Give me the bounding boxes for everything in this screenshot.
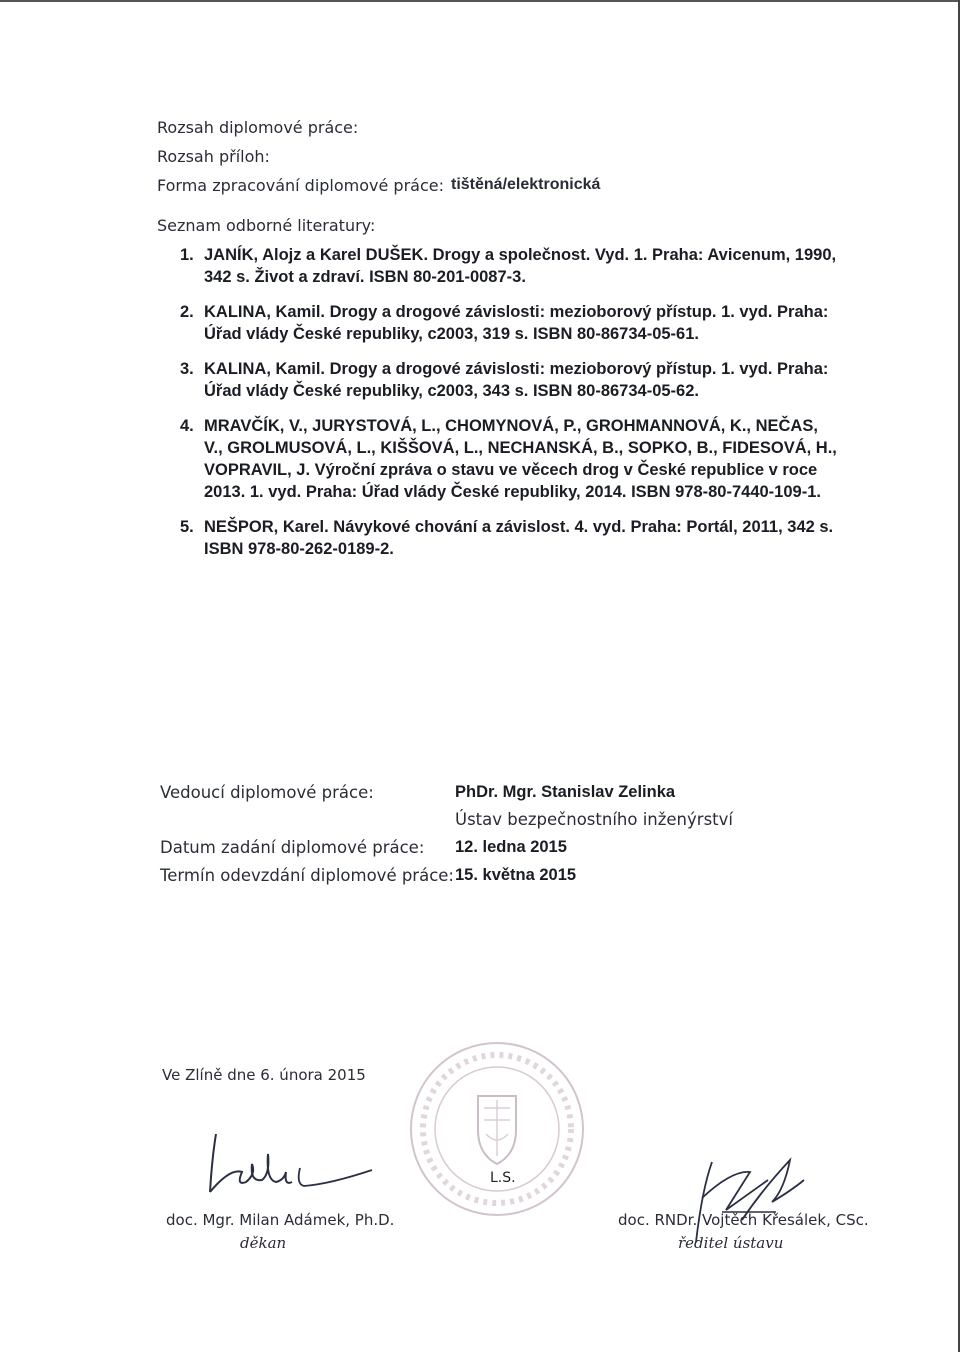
forma-label: Forma zpracování diplomové práce: (157, 176, 444, 195)
signatory-right-name: doc. RNDr. Vojtěch Křesálek, CSc. (618, 1211, 869, 1229)
reference-item (180, 301, 840, 345)
forma-value: tištěná/elektronická (451, 176, 601, 193)
reference-number: 2. (180, 303, 194, 321)
zadani-label: Datum zadání diplomové práce: (160, 838, 425, 857)
place-date: Ve Zlíně dne 6. února 2015 (162, 1066, 366, 1084)
odevzdani-value: 15. května 2015 (455, 866, 577, 884)
zadani-value: 12. ledna 2015 (455, 838, 567, 856)
vedouci-ustav: Ústav bezpečnostního inženýrství (455, 810, 733, 829)
reference-number: 4. (180, 417, 194, 435)
rozsah-priloh-label: Rozsah příloh: (157, 147, 270, 166)
reference-text: NEŠPOR, Karel. Návykové chování a závislost. 4. vyd. Praha: Portál, 2011, 342 s. ISBN 978-80-262-0189-2. (204, 518, 834, 558)
reference-number: 1. (180, 246, 194, 264)
references-list (180, 244, 840, 573)
signatory-left-role: děkan (240, 1234, 287, 1252)
reference-item (180, 244, 840, 288)
vedouci-label: Vedoucí diplomové práce: (160, 783, 374, 802)
official-stamp-icon (406, 1038, 588, 1220)
reference-text: KALINA, Kamil. Drogy a drogové závislosti: mezioborový přístup. 1. vyd. Praha: Úřad vlády České republiky, c2003, 343 s. ISBN 80-86734-05-62. (204, 360, 829, 400)
references-heading: Seznam odborné literatury: (157, 216, 376, 235)
rozsah-prace-label: Rozsah diplomové práce: (157, 118, 359, 137)
reference-number: 5. (180, 518, 194, 536)
reference-number: 3. (180, 360, 194, 378)
page-top-edge (0, 0, 960, 2)
reference-text: KALINA, Kamil. Drogy a drogové závislosti: mezioborový přístup. 1. vyd. Praha: Úřad vlády České republiky, c2003, 319 s. ISBN 80-86734-05-61. (204, 303, 829, 343)
signatory-right-role: ředitel ústavu (678, 1234, 784, 1252)
reference-text: JANÍK, Alojz a Karel DUŠEK. Drogy a společnost. Vyd. 1. Praha: Avicenum, 1990, 342 s. Život a zdraví. ISBN 80-201-0087-3. (204, 246, 837, 286)
reference-item (180, 516, 840, 560)
forma-row (157, 176, 601, 195)
vedouci-value: PhDr. Mgr. Stanislav Zelinka (455, 783, 676, 801)
reference-item (180, 358, 840, 402)
reference-item (180, 415, 840, 503)
signatory-left-name: doc. Mgr. Milan Adámek, Ph.D. (166, 1211, 395, 1229)
signature-dean-icon (200, 1128, 380, 1198)
odevzdani-label: Termín odevzdání diplomové práce: (160, 866, 454, 885)
reference-text: MRAVČÍK, V., JURYSTOVÁ, L., CHOMYNOVÁ, P., GROHMANNOVÁ, K., NEČAS, V., GROLMUSOVÁ, L., KIŠŠOVÁ, L., NECHANSKÁ, B., SOPKO, B., FIDESOVÁ, H., VOPRAVIL, J. Výroční zpráva o stavu ve věcech drog v České republice v roce 2013. 1. vyd. Praha: Úřad vlády České republiky, 2014. ISBN 978-80-7440-109-1. (204, 417, 837, 501)
stamp-label: L.S. (490, 1170, 516, 1186)
